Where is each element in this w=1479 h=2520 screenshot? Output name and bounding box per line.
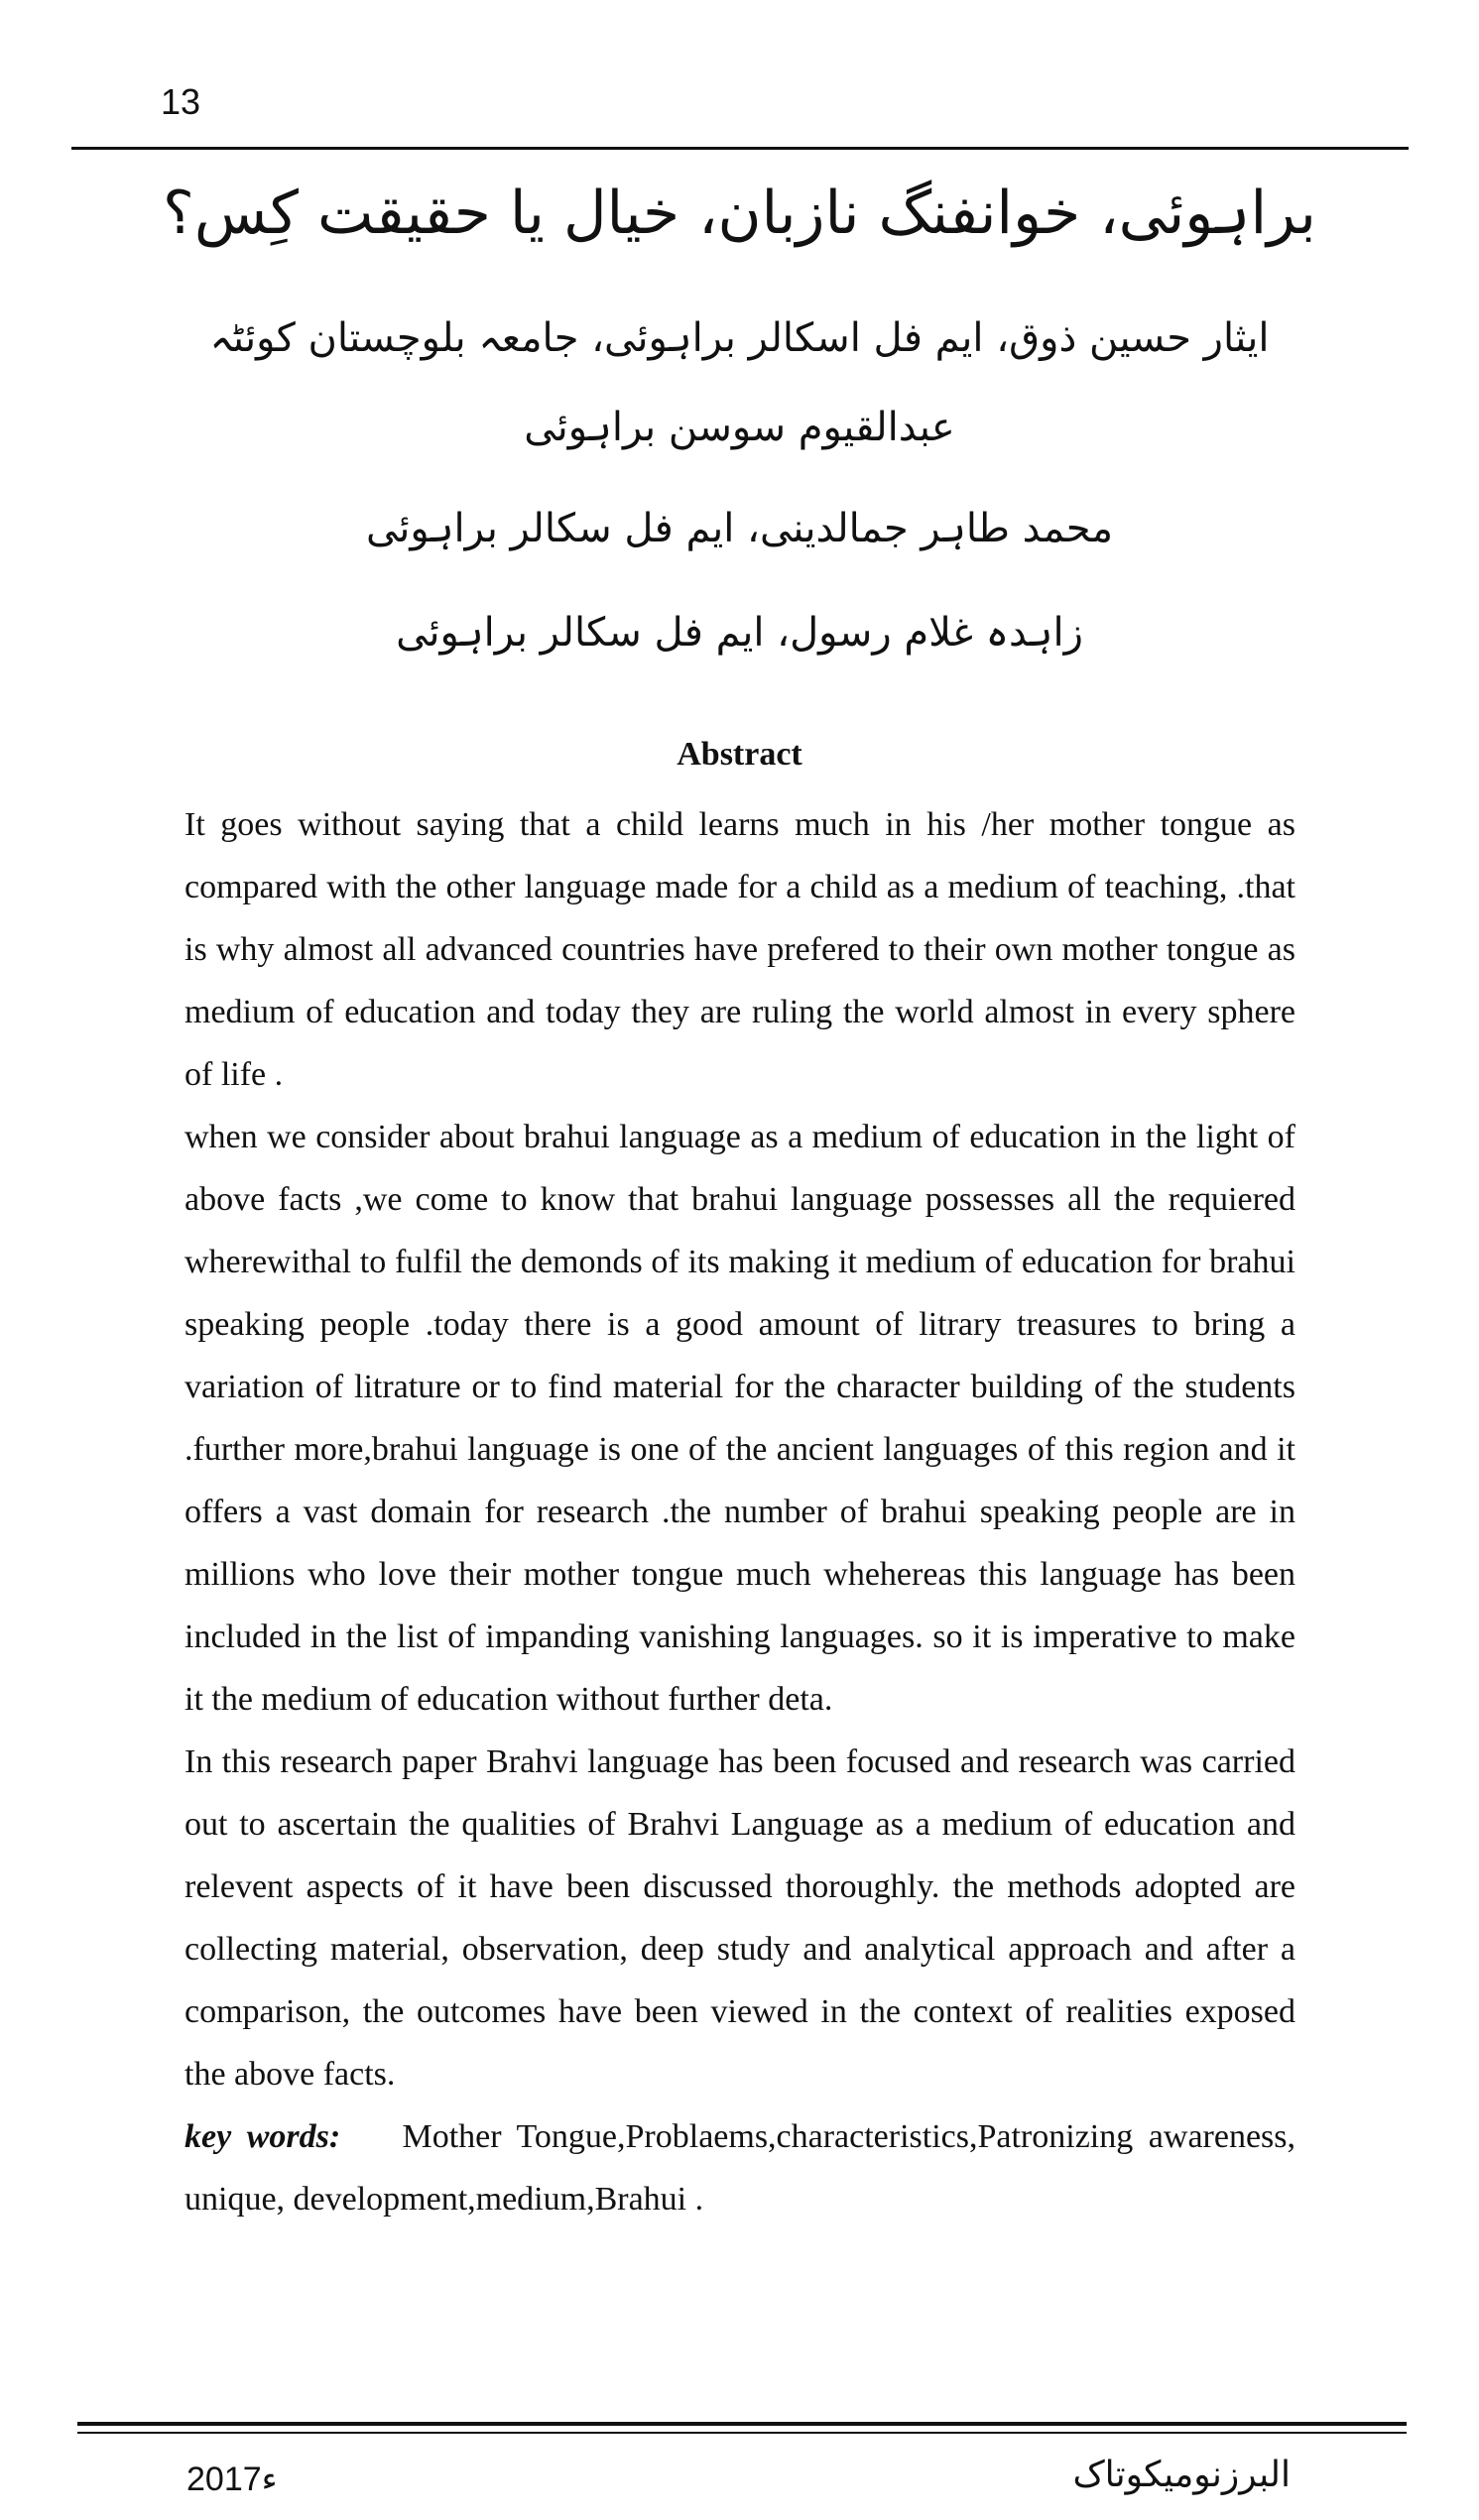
page-number: 13	[161, 81, 201, 122]
abstract-paragraph: In this research paper Brahvi language has been focused and research was carried out to ascertain the qualities of Brahvi Language as a medium of education and relevent aspects of it have been discussed thoroughly. the methods adopted are collecting material, observation, deep study and analytical approach and after a comparison, the outcomes have been viewed in the context of realities exposed the above facts.	[185, 1743, 1295, 2093]
keywords-text: Mother Tongue,Problaems,characteristics,Patronizing awareness, unique, development,medium,Brahui .	[185, 2118, 1296, 2218]
keywords-label: key words:	[185, 2118, 341, 2155]
author-line: عبدالقیوم سوسن براہوئی	[524, 405, 955, 450]
author-line: زاہدہ غلام رسول، ایم فل سکالر براہوئی	[396, 610, 1083, 656]
author-line: محمد طاہر جمالدینی، ایم فل سکالر براہوئی	[365, 506, 1114, 551]
abstract-body	[185, 793, 1295, 2230]
author-line: ایثار حسین ذوق، ایم فل اسکالر براہوئی، جامعہ بلوچستان کوئٹہ	[209, 315, 1270, 361]
keywords-paragraph	[185, 2105, 1295, 2230]
footer-year: 2017ء	[186, 2460, 278, 2498]
footer-rule	[77, 2422, 1407, 2426]
abstract-heading: Abstract	[677, 736, 802, 773]
header-rule	[71, 147, 1409, 150]
article-title: براہوئی، خوانفنگ نازبان، خیال یا حقیقت کِس؟	[163, 179, 1316, 248]
footer-rule-thin	[77, 2432, 1407, 2434]
abstract-paragraph: when we consider about brahui language as a medium of education in the light of above facts ,we come to know that brahui language possesses all the requiered wherewithal to fulfil the demonds of its making it medium of education for brahui speaking people .today there is a good amount of litrary treasures to bring a variation of litrature or to find material for the character building of the students .further more,brahui language is one of the ancient languages of this region and it offers a vast domain for research .the number of brahui speaking people are in millions who love their mother tongue much whehereas this language has been included in the list of impanding vanishing languages. so it is imperative to make it the medium of education without further deta.	[185, 1119, 1295, 1718]
footer-journal-name: البرزنومیکوتاک	[1072, 2455, 1291, 2495]
abstract-paragraph: It goes without saying that a child learns much in his /her mother tongue as compared with the other language made for a child as a medium of teaching, .that is why almost all advanced countries have prefered to their own mother tongue as medium of education and today they are ruling the world almost in every sphere of life .	[185, 806, 1295, 1093]
